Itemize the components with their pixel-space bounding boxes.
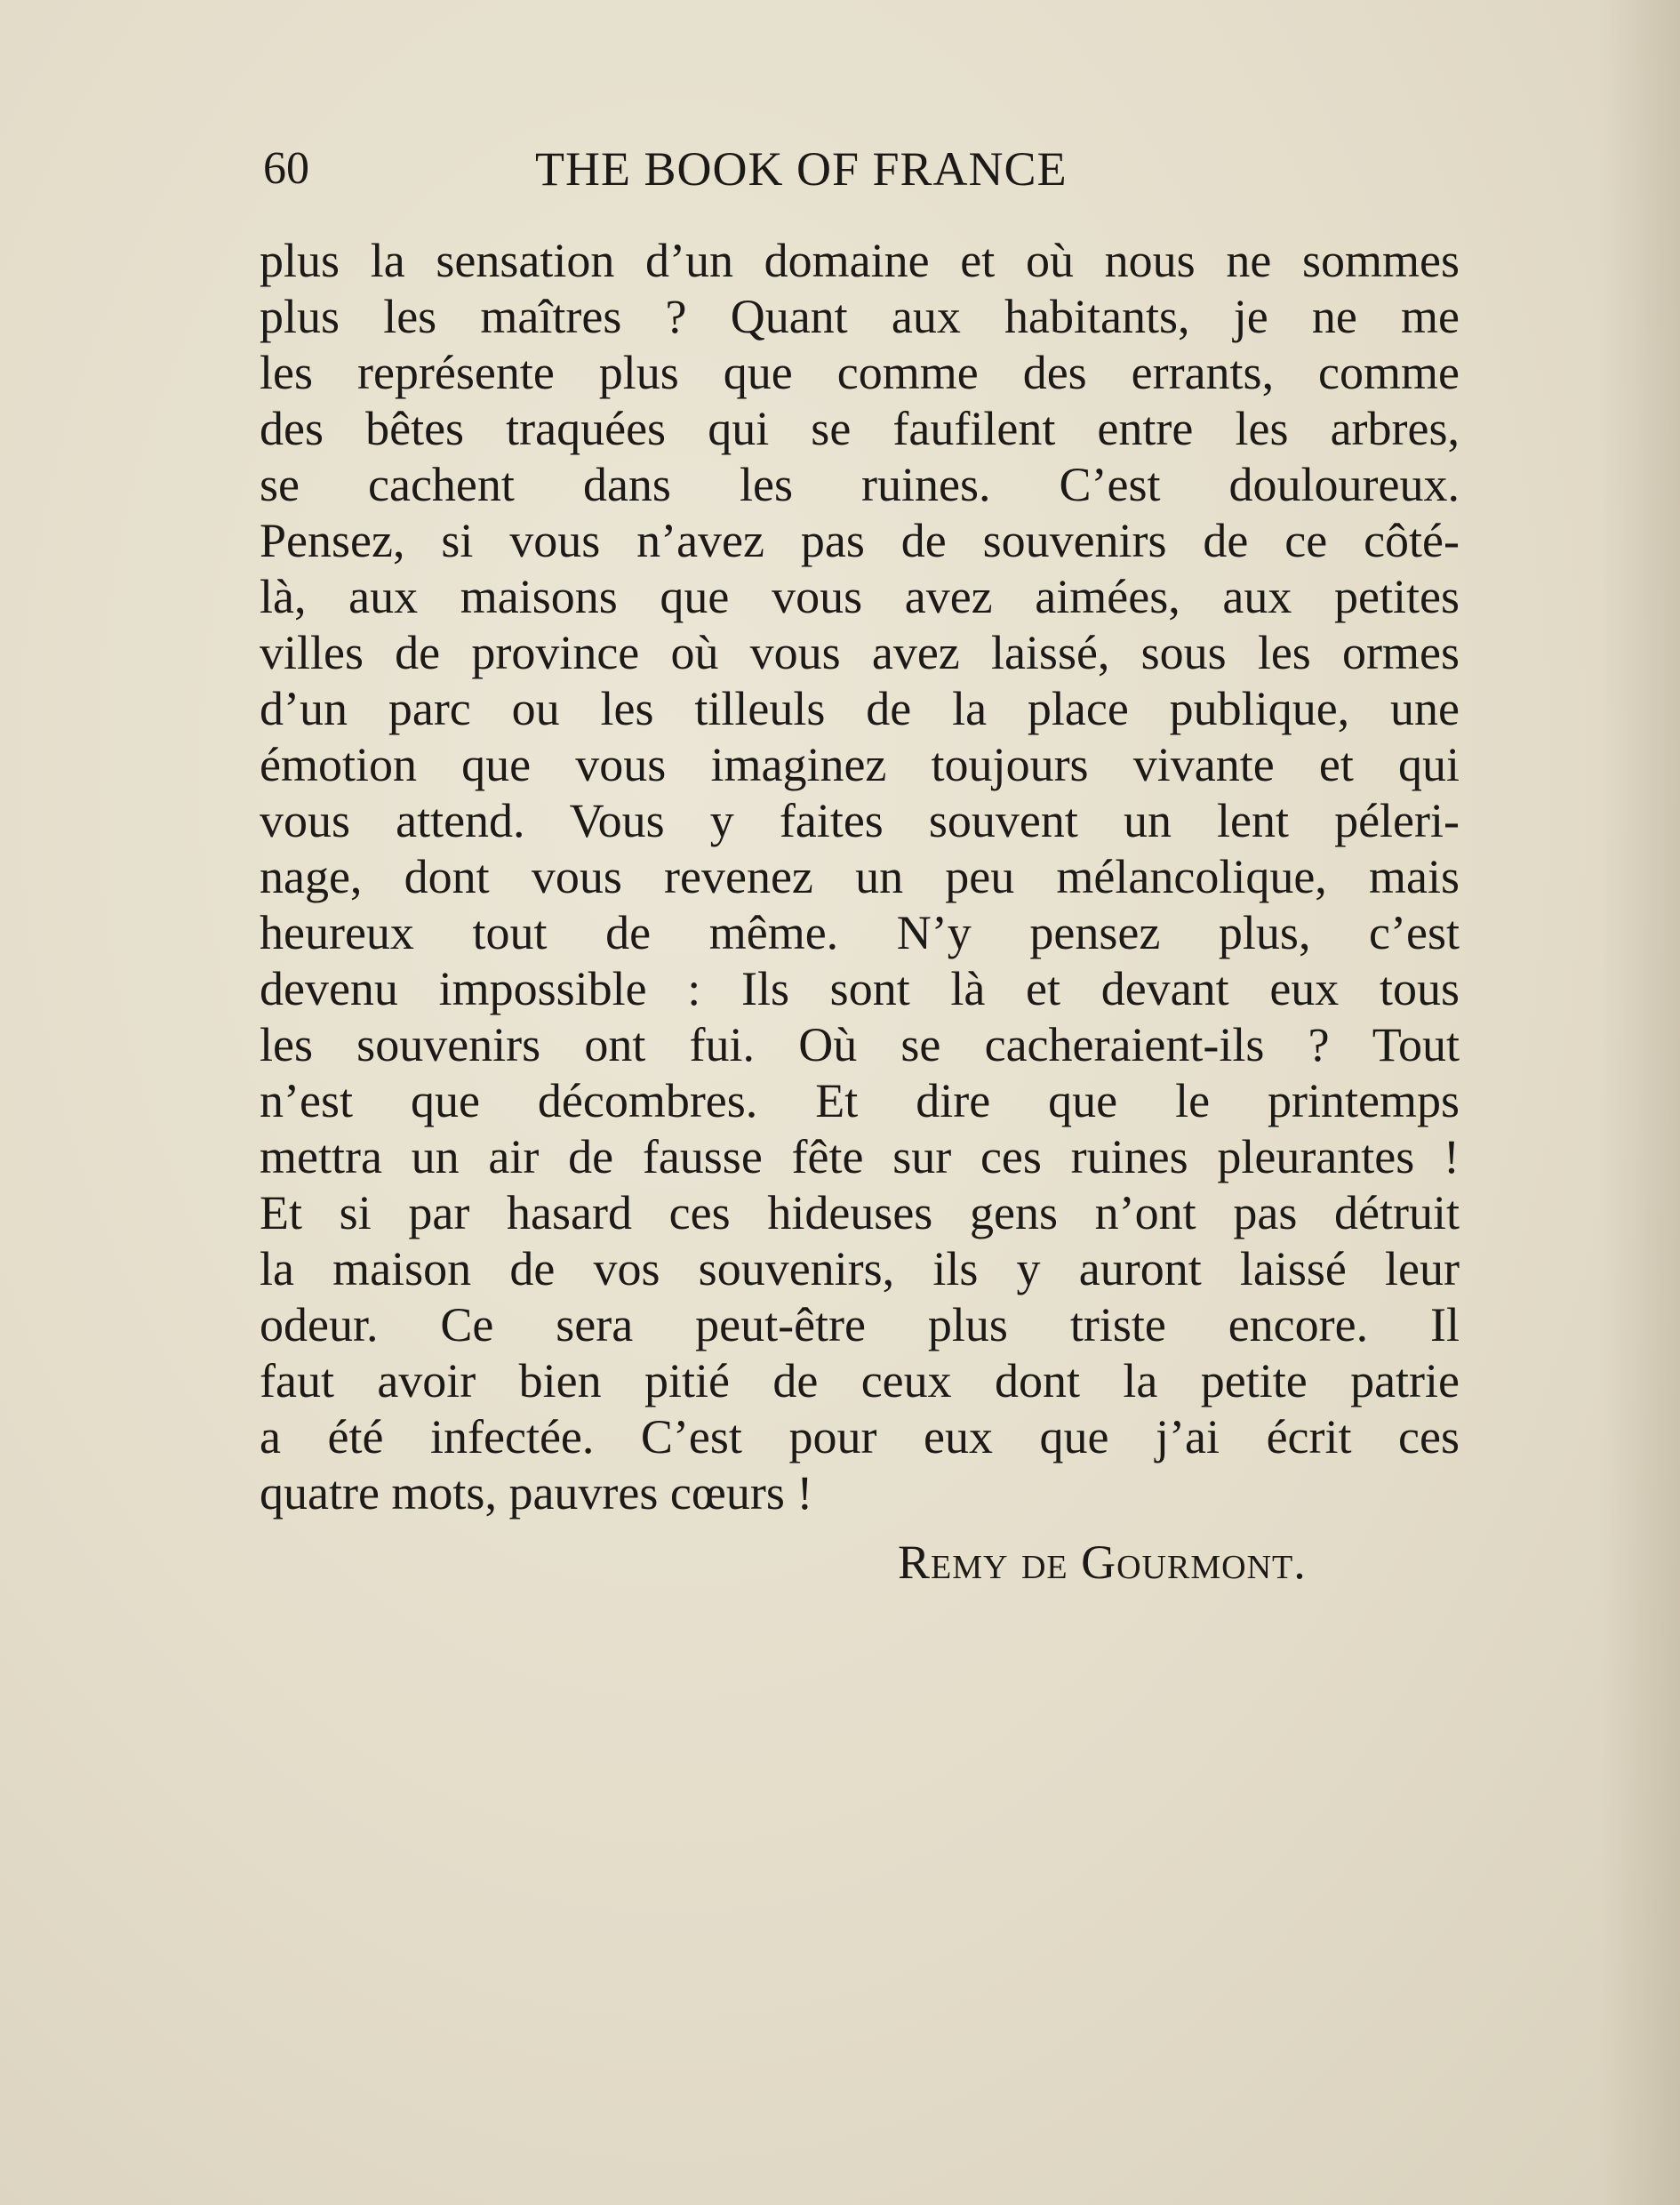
text-line: quatre mots, pauvres cœurs ! [260, 1466, 813, 1519]
text-line: n’est que décombres. Et dire que le printemps [260, 1074, 1460, 1127]
text-line: a été infectée. C’est pour eux que j’ai écrit ces [260, 1410, 1460, 1463]
text-line: mettra un air de fausse fête sur ces ruines pleurantes ! [260, 1130, 1460, 1183]
book-title: THE BOOK OF FRANCE [535, 142, 1068, 196]
text-line: les représente plus que comme des errants, comme [260, 346, 1460, 399]
text-line: d’un parc ou les tilleuls de la place publique, une [260, 682, 1460, 735]
text-line: la maison de vos souvenirs, ils y auront laissé leur [260, 1242, 1460, 1295]
text-line: odeur. Ce sera peut-être plus triste encore. Il [260, 1298, 1460, 1351]
text-line: plus les maîtres ? Quant aux habitants, je ne me [260, 290, 1460, 343]
text-line: Pensez, si vous n’avez pas de souvenirs de ce côté- [260, 514, 1460, 567]
text-line: Et si par hasard ces hideuses gens n’ont pas détruit [260, 1186, 1460, 1239]
text-line: les souvenirs ont fui. Où se cacheraient-ils ? Tout [260, 1018, 1460, 1071]
text-line: émotion que vous imaginez toujours vivante et qui [260, 738, 1460, 791]
body-text [260, 233, 1460, 1521]
text-line: nage, dont vous revenez un peu mélancolique, mais [260, 850, 1460, 903]
text-line: des bêtes traquées qui se faufilent entre les arbres, [260, 402, 1460, 455]
text-line: se cachent dans les ruines. C’est douloureux. [260, 458, 1460, 511]
text-line: villes de province où vous avez laissé, sous les ormes [260, 626, 1460, 679]
text-line: là, aux maisons que vous avez aimées, aux petites [260, 570, 1460, 623]
text-line: vous attend. Vous y faites souvent un lent péleri- [260, 794, 1460, 847]
text-line: devenu impossible : Ils sont là et devant eux tous [260, 962, 1460, 1015]
running-head [263, 133, 1196, 204]
text-line: faut avoir bien pitié de ceux dont la petite patrie [260, 1354, 1460, 1407]
text-line: plus la sensation d’un domaine et où nous ne sommes [260, 234, 1460, 287]
page-number: 60 [263, 143, 309, 194]
author-signature: Remy de Gourmont. [898, 1535, 1307, 1589]
text-line: heureux tout de même. N’y pensez plus, c’est [260, 906, 1460, 959]
